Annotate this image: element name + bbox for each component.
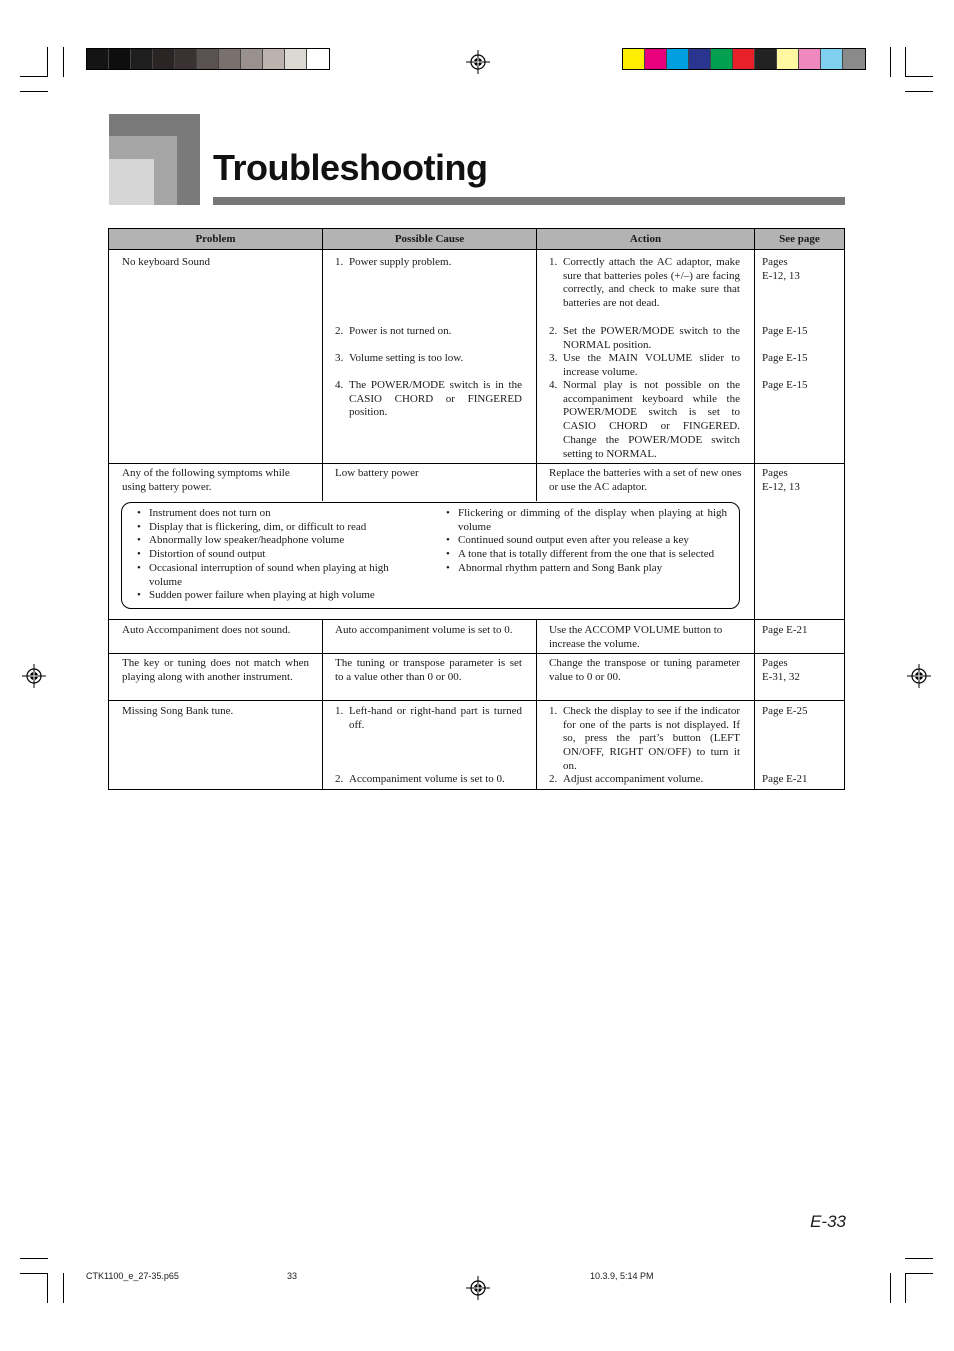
see-page-cell: Page E-21 (762, 624, 808, 636)
color-swatch (131, 49, 153, 69)
list-item: • Distortion of sound output (137, 548, 266, 561)
color-swatch (843, 49, 865, 69)
footer-filename: CTK1100_e_27-35.p65 (86, 1271, 179, 1281)
color-swatch (623, 49, 645, 69)
problem-cell: The key or tuning does not match when playing along with another instrument. (122, 657, 309, 683)
color-swatch (153, 49, 175, 69)
color-swatch (219, 49, 241, 69)
cause-cell: Auto accompaniment volume is set to 0. (335, 624, 513, 636)
see-page-cell: Page E-21 (762, 773, 808, 785)
cause-cell: The tuning or transpose parameter is set to a value other than 0 or 00. (335, 657, 522, 683)
cause-cell: Low battery power (335, 467, 419, 479)
see-page-cell: E-12, 13 (762, 481, 800, 493)
page-title: Troubleshooting (213, 147, 488, 188)
list-item: • Display that is flickering, dim, or difficult to read (137, 520, 367, 533)
color-swatch (777, 49, 799, 69)
color-swatch (821, 49, 843, 69)
page-number: E-33 (810, 1212, 846, 1231)
color-swatch (285, 49, 307, 69)
see-page-cell: Page E-15 (762, 325, 808, 337)
color-swatch (689, 49, 711, 69)
see-page-cell: Page E-25 (762, 705, 808, 717)
list-item: • Occasional interruption of sound when playing at high volume (137, 561, 389, 588)
color-swatch (733, 49, 755, 69)
symptoms-list-left (135, 507, 420, 603)
title-rule (213, 197, 845, 205)
problem-cell: No keyboard Sound (122, 256, 210, 268)
action-cell: Change the transpose or tuning parameter value to 0 or 00. (549, 657, 740, 683)
see-page-cell: Page E-15 (762, 352, 808, 364)
registration-mark-icon (22, 664, 46, 688)
color-swatch (667, 49, 689, 69)
see-page-cell: E-31, 32 (762, 671, 800, 683)
list-item: • Abnormal rhythm pattern and Song Bank play (446, 561, 663, 574)
list-item: • Flickering or dimming of the display when playing at high volume (446, 507, 727, 533)
color-swatch (755, 49, 777, 69)
see-page-cell: E-12, 13 (762, 270, 800, 282)
list-item: • Abnormally low speaker/headphone volume (137, 534, 345, 547)
registration-mark-icon (466, 50, 490, 74)
list-item: • Sudden power failure when playing at high volume (137, 589, 375, 602)
see-page-cell: Pages (762, 256, 788, 268)
problem-cell: Any of the following symptoms while using battery power. (122, 467, 290, 493)
color-bar (622, 48, 866, 70)
grayscale-bar (86, 48, 330, 70)
problem-cell: Missing Song Bank tune. (122, 705, 234, 717)
registration-mark-icon (466, 1276, 490, 1300)
list-item: • Continued sound output even after you release a key (446, 534, 689, 547)
action-cell: Replace the batteries with a set of new ones or use the AC adaptor. (549, 467, 742, 493)
footer-timestamp: 10.3.9, 5:14 PM (590, 1271, 654, 1281)
color-swatch (799, 49, 821, 69)
color-swatch (87, 49, 109, 69)
header-possible-cause: Possible Cause (394, 233, 465, 245)
color-swatch (263, 49, 285, 69)
registration-mark-icon (907, 664, 931, 688)
color-swatch (175, 49, 197, 69)
color-swatch (109, 49, 131, 69)
problem-cell: Auto Accompaniment does not sound. (122, 624, 291, 636)
see-page-cell: Page E-15 (762, 379, 808, 391)
header-problem: Problem (195, 233, 236, 245)
color-swatch (307, 49, 329, 69)
list-item: • Instrument does not turn on (137, 507, 271, 519)
action-cell: Use the ACCOMP VOLUME button to increase the volume. (549, 624, 723, 650)
color-swatch (197, 49, 219, 69)
see-page-cell: Pages (762, 467, 788, 479)
color-swatch (645, 49, 667, 69)
see-page-cell: Pages (762, 657, 788, 669)
header-see-page: See page (779, 233, 820, 245)
color-swatch (241, 49, 263, 69)
list-item: • A tone that is totally different from the one that is selected (446, 548, 715, 561)
color-swatch (711, 49, 733, 69)
footer-page: 33 (287, 1271, 298, 1281)
header-action: Action (629, 233, 662, 245)
symptoms-list-right (444, 507, 727, 576)
